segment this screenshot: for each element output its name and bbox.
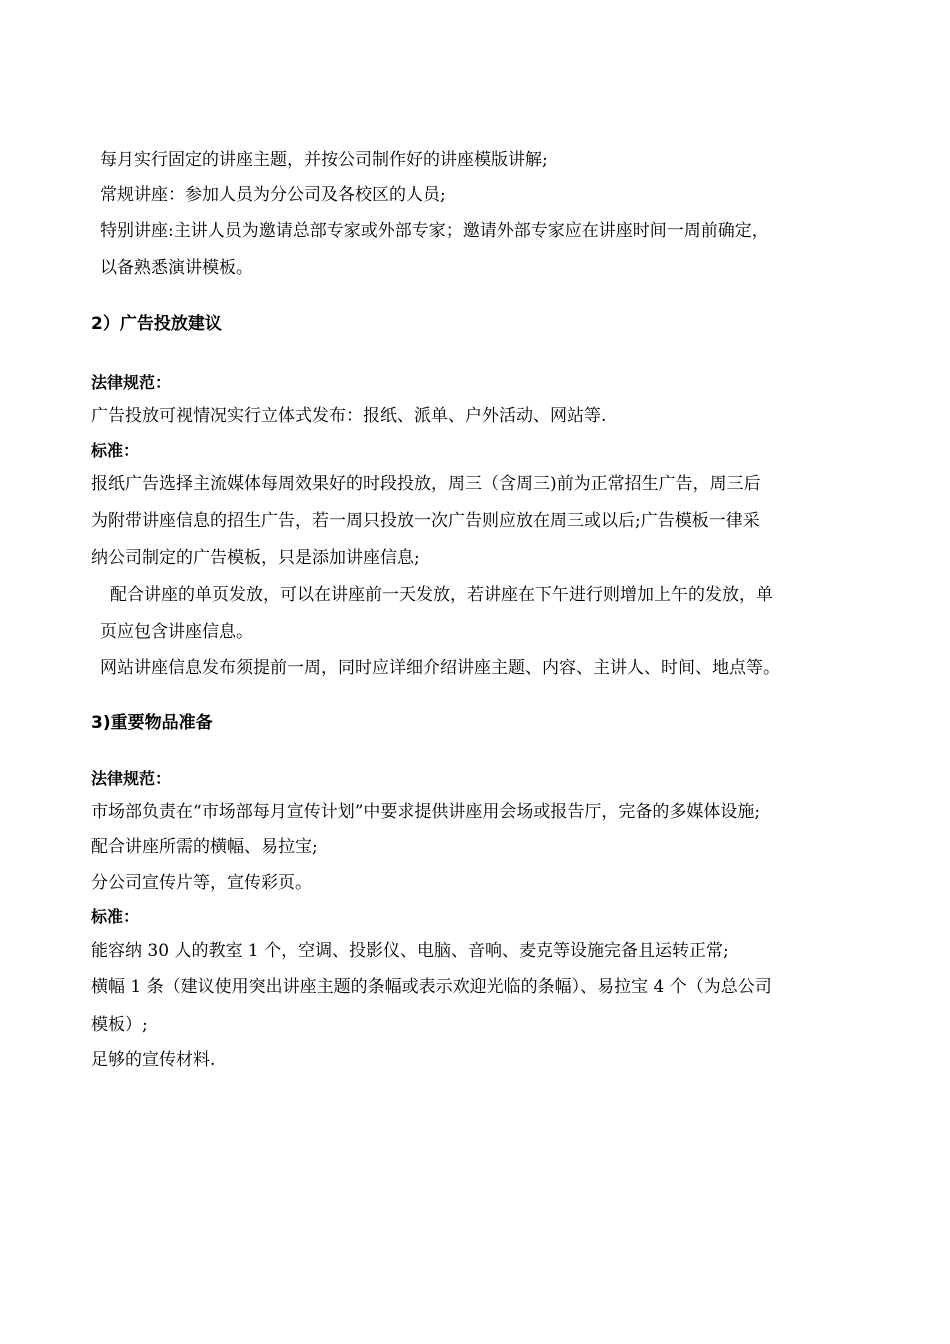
intro-line-1: 每月实行固定的讲座主题，并按公司制作好的讲座模版讲解; — [100, 150, 548, 170]
section-2-legal-text: 广告投放可视情况实行立体式发布：报纸、派单、户外活动、网站等. — [91, 406, 607, 426]
section-2-legal-label: 法律规范： — [91, 373, 172, 392]
section-2-standard-p3-line-1: 网站讲座信息发布须提前一周，同时应详细介绍讲座主题、内容、主讲人、时间、地点等。 — [100, 658, 780, 678]
section-3-legal-line-2: 配合讲座所需的横幅、易拉宝; — [91, 837, 318, 857]
section-3-standard-line-2: 横幅 1 条（建议使用突出讲座主题的条幅或表示欢迎光临的条幅）、易拉宝 4 个（为总公司 — [91, 977, 772, 997]
section-2-standard-p2-line-1: 配合讲座的单页发放，可以在讲座前一天发放，若讲座在下午进行则增加上午的发放，单 — [110, 585, 773, 605]
section-2-heading: 2）广告投放建议 — [91, 314, 222, 334]
section-2-standard-label: 标准： — [91, 441, 140, 460]
section-3-standard-label: 标准： — [91, 907, 140, 926]
intro-line-3: 特别讲座:主讲人员为邀请总部专家或外部专家；邀请外部专家应在讲座时间一周前确定， — [100, 221, 769, 241]
section-3-standard-line-4: 足够的宣传材料. — [91, 1050, 216, 1070]
section-3-heading: 3)重要物品准备 — [91, 713, 213, 733]
section-2-standard-p2-line-2: 页应包含讲座信息。 — [100, 622, 253, 642]
section-2-standard-p1-line-1: 报纸广告选择主流媒体每周效果好的时段投放，周三（含周三)前为正常招生广告，周三后 — [91, 474, 761, 494]
section-3-standard-line-3: 模板）; — [91, 1015, 148, 1035]
section-3-legal-line-3: 分公司宣传片等，宣传彩页。 — [91, 873, 312, 893]
section-2-standard-p1-line-2: 为附带讲座信息的招生广告，若一周只投放一次广告则应放在周三或以后;广告模板一律采 — [91, 511, 760, 531]
section-2-standard-p1-line-3: 纳公司制定的广告模板，只是添加讲座信息; — [91, 548, 420, 568]
section-3-legal-label: 法律规范： — [91, 769, 172, 788]
section-3-legal-line-1: 市场部负责在“市场部每月宣传计划”中要求提供讲座用会场或报告厅，完备的多媒体设施; — [91, 802, 761, 822]
intro-line-2: 常规讲座：参加人员为分公司及各校区的人员; — [100, 185, 446, 205]
section-3-standard-line-1: 能容纳 30 人的教室 1 个，空调、投影仪、电脑、音响、麦克等设施完备且运转正常; — [91, 941, 729, 961]
intro-line-4: 以备熟悉演讲模板。 — [100, 258, 253, 278]
